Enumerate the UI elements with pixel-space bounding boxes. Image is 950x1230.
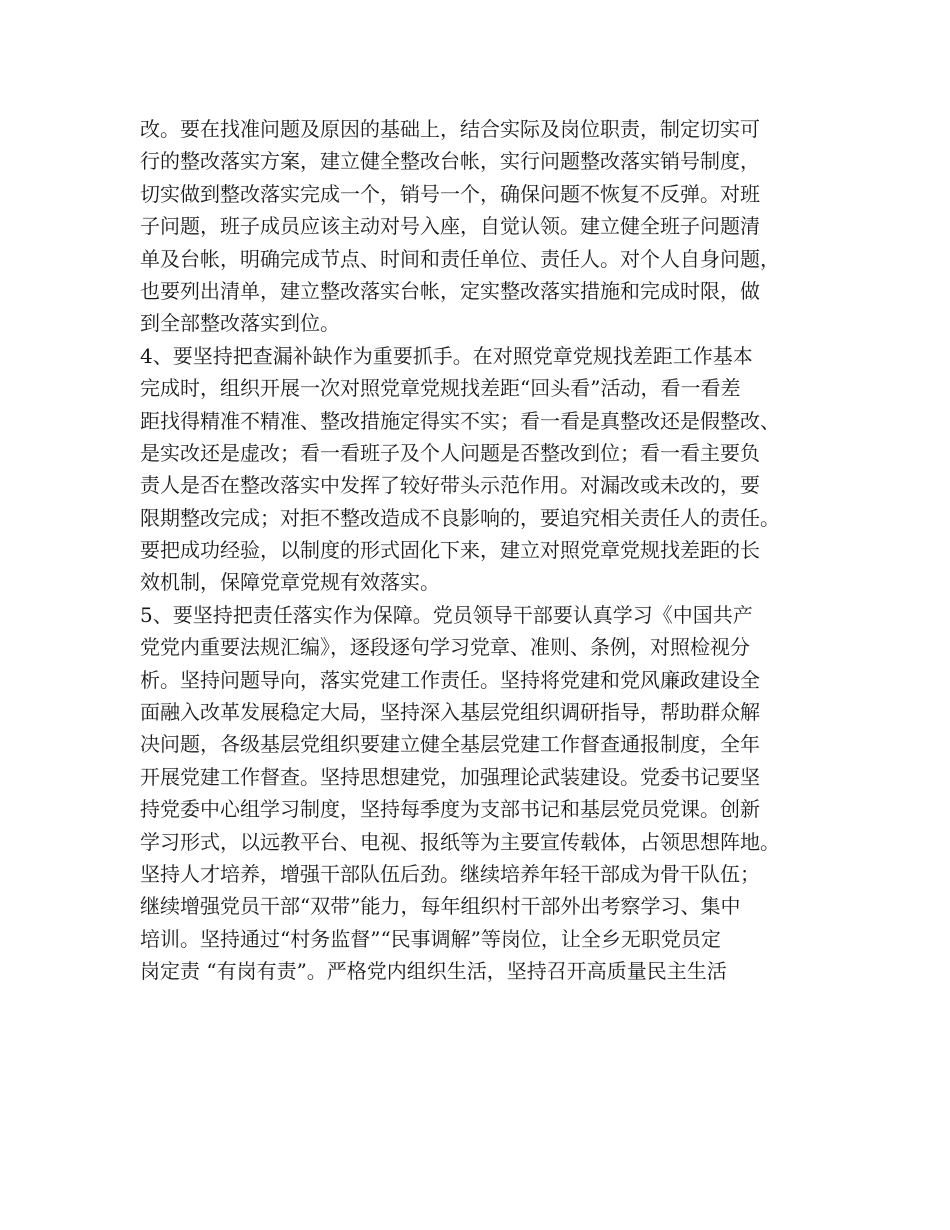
text-line: 是实改还是虚改；看一看班子及个人问题是否整改到位；看一看主要负 — [140, 440, 760, 465]
text-line: 4、要坚持把查漏补缺作为重要抓手。在对照党章党规找差距工作基本 — [140, 343, 753, 368]
text-line: 到全部整改落实到位。 — [140, 311, 340, 336]
text-line: 要把成功经验，以制度的形式固化下来，建立对照党章党规找差距的长 — [140, 538, 760, 563]
text-line: 限期整改完成；对拒不整改造成不良影响的，要追究相关责任人的责任。 — [140, 505, 780, 530]
text-line: 坚持人才培养，增强干部队伍后劲。继续培养年轻干部成为骨干队伍； — [140, 861, 760, 886]
text-line: 5、要坚持把责任落实作为保障。党员领导干部要认真学习《中国共产 — [140, 602, 753, 627]
text-line: 持党委中心组学习制度，坚持每季度为支部书记和基层党员党课。创新 — [140, 797, 760, 822]
text-line: 效机制，保障党章党规有效落实。 — [140, 570, 440, 595]
text-line: 改。要在找准问题及原因的基础上，结合实际及岗位职责，制定切实可 — [140, 117, 760, 141]
text-line: 学习形式，以远教平台、电视、报纸等为主要宣传载体，占领思想阵地。 — [140, 829, 780, 854]
text-line: 完成时，组织开展一次对照党章党规找差距“回头看”活动，看一看差 — [140, 376, 741, 401]
text-line: 开展党建工作督查。坚持思想建党，加强理论武装建设。党委书记要坚 — [140, 764, 760, 789]
text-line: 继续增强党员干部“双带”能力，每年组织村干部外出考察学习、集中 — [140, 894, 741, 919]
text-line: 子问题，班子成员应该主动对号入座，自觉认领。建立健全班子问题清 — [140, 214, 760, 239]
text-line: 党党内重要法规汇编》，逐段逐句学习党章、准则、条例，对照检视分 — [140, 635, 750, 660]
text-line: 也要列出清单，建立整改落实台帐，定实整改落实措施和完成时限，做 — [140, 278, 760, 303]
text-line: 切实做到整改落实完成一个，销号一个，确保问题不恢复不反弹。对班 — [140, 181, 760, 206]
text-line: 行的整改落实方案，建立健全整改台帐，实行问题整改落实销号制度， — [140, 149, 760, 174]
text-line: 决问题，各级基层党组织要建立健全基层党建工作督查通报制度，全年 — [140, 732, 760, 757]
document-body-text — [140, 113, 820, 988]
text-line: 责人是否在整改落实中发挥了较好带头示范作用。对漏改或未改的，要 — [140, 473, 760, 498]
text-line: 面融入改革发展稳定大局，坚持深入基层党组织调研指导，帮助群众解 — [140, 700, 760, 725]
text-line: 距找得精准不精准、整改措施定得实不实；看一看是真整改还是假整改、 — [140, 408, 780, 433]
text-line: 析。坚持问题导向，落实党建工作责任。坚持将党建和党风廉政建设全 — [140, 667, 760, 692]
text-line: 岗定责 “有岗有责”。严格党内组织生活，坚持召开高质量民主生活 — [140, 959, 727, 984]
text-line: 培训。坚持通过“村务监督”“民事调解”等岗位，让全乡无职党员定 — [140, 926, 721, 951]
text-line: 单及台帐，明确完成节点、时间和责任单位、责任人。对个人自身问题， — [140, 246, 780, 271]
